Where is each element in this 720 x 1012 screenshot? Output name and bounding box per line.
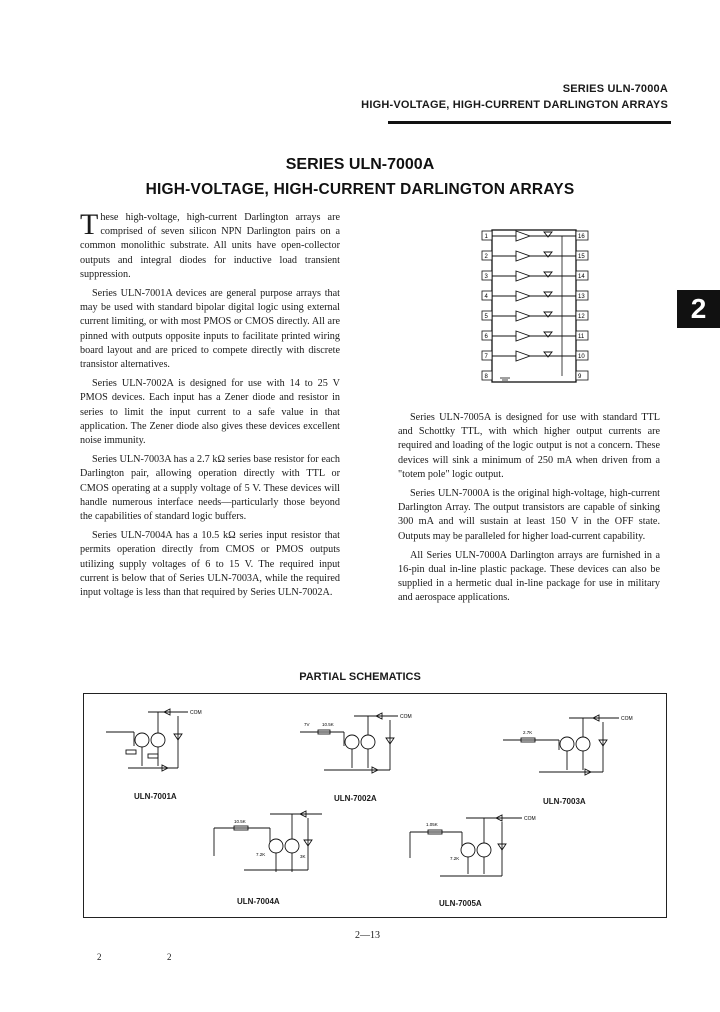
resistor-label-7004-c: 3K bbox=[300, 854, 306, 859]
partial-schematics-heading: PARTIAL SCHEMATICS bbox=[299, 671, 421, 683]
pin-number-left: 4 bbox=[484, 294, 488, 300]
pin-number-right: 15 bbox=[578, 254, 585, 260]
paragraph-intro: These high-voltage, high-current Darlington arrays are comprised of seven silicon NPN Darlington pairs on a common monolithic substrate. All units have open-collector outputs and integral diodes for inductive load transient suppression. bbox=[80, 208, 340, 280]
right-column bbox=[398, 411, 660, 611]
schematic-7001a bbox=[98, 706, 218, 786]
schematic-label-7001a: ULN-7001A bbox=[134, 792, 177, 801]
pin-number-left: 7 bbox=[484, 354, 488, 360]
schematic-7003a bbox=[499, 710, 639, 790]
resistor-label-7004: 10.5K bbox=[234, 819, 246, 824]
buffer-symbol bbox=[516, 331, 530, 341]
section-tab: 2 bbox=[677, 290, 720, 328]
com-label-7005: COM bbox=[524, 816, 536, 822]
page-number: 2—13 bbox=[355, 930, 380, 941]
buffer-symbol bbox=[516, 251, 530, 261]
schematic-label-7002a: ULN-7002A bbox=[334, 794, 377, 803]
paragraph-7000: Series ULN-7000A is the original high-voltage, high-current Darlington Array. The output transistors are capable of sinking 300 mA and will sustain at least 150 V in the OFF state. Outputs may be paralleled for higher load-current capability. bbox=[398, 488, 660, 542]
buffer-symbol bbox=[516, 291, 530, 301]
schematic-label-7003a: ULN-7003A bbox=[543, 797, 586, 806]
pin-number-left: 6 bbox=[484, 334, 488, 340]
paragraph-7003: Series ULN-7003A has a 2.7 kΩ series base resistor for each Darlington pair, allowing operation directly with TTL or CMOS operating at a supply voltage of 5 V. These devices will handle numerous interface needs—particularly those beyond the capabilities of standard logic buffers. bbox=[80, 454, 340, 523]
resistor-label-7002: 10.5K bbox=[322, 722, 334, 727]
footer-mark-b: 2 bbox=[167, 952, 172, 962]
paragraph-7001: Series ULN-7001A devices are general purpose arrays that may be used with standard bipolar digital logic using external current limiting, or with most PMOS or CMOS directly. All are pinned with outputs opposite inputs to facilitate printed wiring board layout and are priced to compete directly with discrete transistor alternatives. bbox=[80, 288, 340, 371]
pinout-diagram bbox=[478, 226, 593, 386]
pin-number-left: 5 bbox=[484, 314, 488, 320]
buffer-symbol bbox=[516, 231, 530, 241]
pin-number-right: 9 bbox=[578, 374, 582, 380]
schematic-7002a bbox=[294, 712, 424, 792]
resistor-label-7004-b: 7.2K bbox=[256, 852, 266, 857]
buffer-symbol bbox=[516, 311, 530, 321]
pin-number-right: 10 bbox=[578, 354, 585, 360]
com-label-7001: COM bbox=[190, 710, 202, 716]
com-label-7003: COM bbox=[621, 716, 633, 722]
page-subtitle: HIGH-VOLTAGE, HIGH-CURRENT DARLINGTON ARRAYS bbox=[145, 181, 575, 198]
resistor-label-7005-b: 7.2K bbox=[450, 856, 460, 861]
schematic-7005a bbox=[402, 814, 542, 894]
paragraph-7002: Series ULN-7002A is designed for use with 14 to 25 V PMOS devices. Each input has a Zener diode and resistor in series to limit the input current to a safe value in that application. The Zener diode also gives these devices excellent noise immunity. bbox=[80, 378, 340, 447]
pin-number-right: 16 bbox=[578, 234, 585, 240]
footer-mark-a: 2 bbox=[97, 952, 102, 962]
schematic-label-7004a: ULN-7004A bbox=[237, 897, 280, 906]
resistor-label-7003: 2.7K bbox=[523, 730, 533, 735]
pin-number-right: 13 bbox=[578, 294, 585, 300]
pin-number-left: 2 bbox=[484, 254, 488, 260]
dropcap: T bbox=[80, 208, 99, 241]
header-rule bbox=[388, 121, 671, 124]
zener-label-7002: 7V bbox=[304, 722, 310, 727]
running-header-series: SERIES ULN-7000A bbox=[562, 83, 668, 95]
page-title: SERIES ULN-7000A bbox=[285, 156, 435, 173]
schematic-label-7005a: ULN-7005A bbox=[439, 899, 482, 908]
pin-number-right: 11 bbox=[578, 334, 585, 340]
paragraph-7005: Series ULN-7005A is designed for use with standard TTL and Schottky TTL, with which higher output currents are required and loading of the logic output is not a concern. These devices will sink a minimum of 250 mA when driven from a "totem pole" logic output. bbox=[398, 412, 660, 480]
left-column bbox=[80, 208, 340, 605]
pin-number-right: 12 bbox=[578, 314, 585, 320]
com-label-7002: COM bbox=[400, 714, 412, 720]
schematic-7004a bbox=[204, 806, 334, 886]
running-header-description: HIGH-VOLTAGE, HIGH-CURRENT DARLINGTON ARRAYS bbox=[361, 99, 668, 111]
pin-number-left: 3 bbox=[484, 274, 488, 280]
schematics-box bbox=[83, 693, 667, 918]
resistor-label-7005: 1.05K bbox=[426, 822, 438, 827]
pin-number-left: 1 bbox=[484, 234, 488, 240]
buffer-symbol bbox=[516, 271, 530, 281]
paragraph-package: All Series ULN-7000A Darlington arrays are furnished in a 16-pin dual in-line plastic package. These devices can also be supplied in a hermetic dual in-line package for use in military and aerospace applications. bbox=[398, 549, 660, 604]
pin-number-left: 8 bbox=[484, 374, 488, 380]
paragraph-7004: Series ULN-7004A has a 10.5 kΩ series input resistor that permits operation directly from CMOS or PMOS outputs utilizing supply voltages of 6 to 15 V. The required input current is below that of Series ULN-7003A, while the required input voltage is less than that required by Series ULN-7002A. bbox=[80, 530, 340, 599]
buffer-symbol bbox=[516, 351, 530, 361]
pin-number-right: 14 bbox=[578, 274, 585, 280]
